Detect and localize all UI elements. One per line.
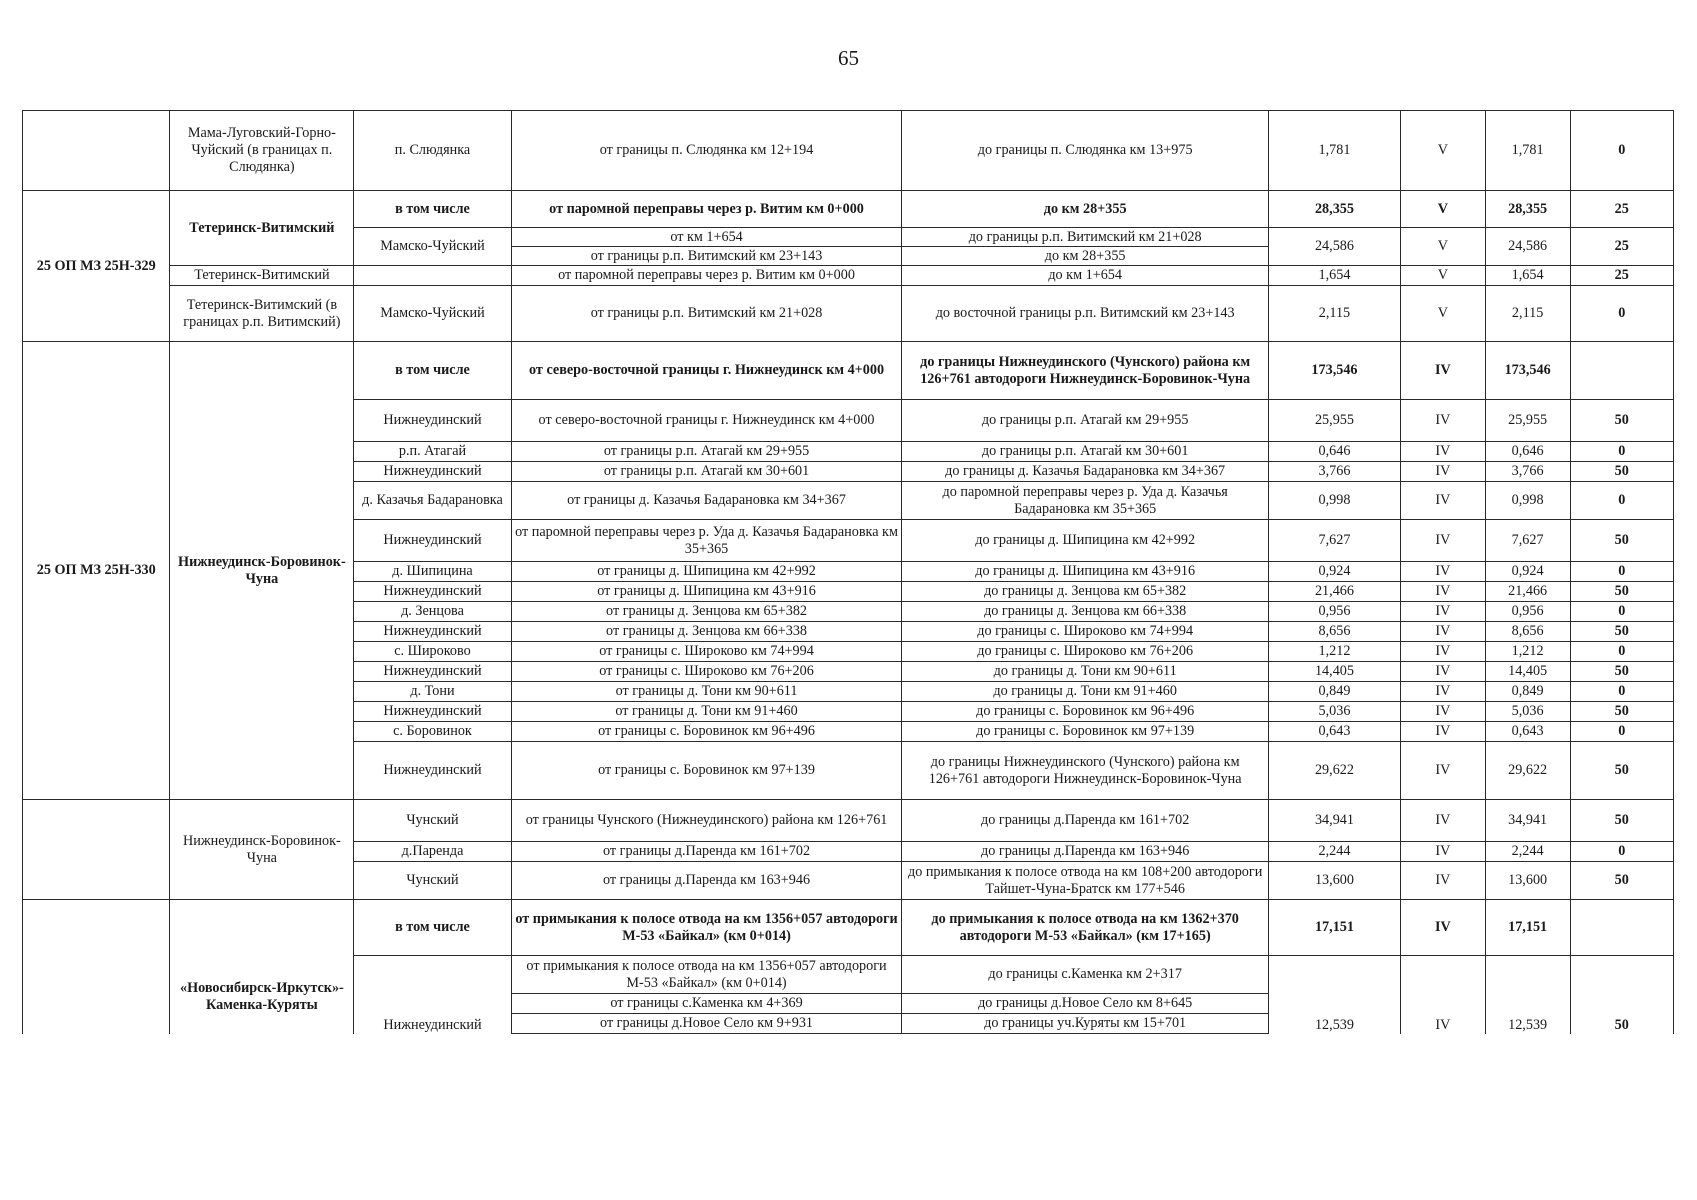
- road-code-cell: 25 ОП МЗ 25Н-330: [23, 342, 170, 800]
- value-cell: 0: [1570, 286, 1674, 342]
- length2-cell: 0,956: [1485, 602, 1570, 622]
- table-row: [23, 900, 1674, 956]
- value-cell: [1570, 900, 1674, 956]
- value-cell: 50: [1570, 862, 1674, 900]
- district-cell: д. Зенцова: [354, 602, 511, 622]
- table-row: [23, 111, 1674, 191]
- category-cell: IV: [1401, 956, 1486, 1034]
- length-cell: 12,539: [1268, 956, 1400, 1034]
- length2-cell: 5,036: [1485, 702, 1570, 722]
- from-cell: [511, 228, 902, 266]
- length2-cell: 8,656: [1485, 622, 1570, 642]
- district-cell: Нижнеудинский: [354, 742, 511, 800]
- district-cell: с. Широково: [354, 642, 511, 662]
- value-cell: 50: [1570, 662, 1674, 682]
- category-cell: V: [1401, 286, 1486, 342]
- to-cell: до границы с.Каменка км 2+317: [902, 956, 1269, 994]
- code-cell: [23, 800, 170, 900]
- from-cell: от границы п. Слюдянка км 12+194: [511, 111, 902, 191]
- length-cell: 0,646: [1268, 442, 1400, 462]
- from-cell: от границы Чунского (Нижнеудинского) района км 126+761: [511, 800, 902, 842]
- length-cell: 173,546: [1268, 342, 1400, 400]
- to-cell: до примыкания к полосе отвода на км 108+200 автодороги Тайшет-Чуна-Братск км 177+546: [902, 862, 1269, 900]
- value-cell: 50: [1570, 400, 1674, 442]
- length-cell: 28,355: [1268, 191, 1400, 228]
- length2-cell: 2,244: [1485, 842, 1570, 862]
- value-cell: 0: [1570, 682, 1674, 702]
- from-cell: от границы д. Шипицина км 43+916: [511, 582, 902, 602]
- road-name-cell: Мама-Луговский-Горно-Чуйский (в границах п. Слюдянка): [170, 111, 354, 191]
- length-cell: 13,600: [1268, 862, 1400, 900]
- from-cell: от границы д. Зенцова км 66+338: [511, 622, 902, 642]
- length-cell: 0,956: [1268, 602, 1400, 622]
- district-cell: д. Казачья Бадарановка: [354, 482, 511, 520]
- value-cell: 25: [1570, 191, 1674, 228]
- from-cell: от паромной переправы через р. Витим км 0+000: [511, 191, 902, 228]
- category-cell: IV: [1401, 800, 1486, 842]
- district-cell: р.п. Атагай: [354, 442, 511, 462]
- category-cell: V: [1401, 266, 1486, 286]
- from-cell: от паромной переправы через р. Витим км 0+000: [511, 266, 902, 286]
- length-cell: 8,656: [1268, 622, 1400, 642]
- to-cell: до границы Нижнеудинского (Чунского) района км 126+761 автодороги Нижнеудинск-Боровинок-Чуна: [902, 342, 1269, 400]
- category-cell: V: [1401, 228, 1486, 266]
- length-cell: 3,766: [1268, 462, 1400, 482]
- district-cell: Нижнеудинский: [354, 622, 511, 642]
- to-cell: до границы д. Зенцова км 66+338: [902, 602, 1269, 622]
- district-cell: Нижнеудинский: [354, 662, 511, 682]
- length2-cell: 2,115: [1485, 286, 1570, 342]
- value-cell: 50: [1570, 742, 1674, 800]
- district-cell: Нижнеудинский: [354, 400, 511, 442]
- length-cell: 5,036: [1268, 702, 1400, 722]
- length-cell: 25,955: [1268, 400, 1400, 442]
- from-cell: от границы с.Каменка км 4+369: [511, 994, 902, 1014]
- district-cell: п. Слюдянка: [354, 111, 511, 191]
- category-cell: V: [1401, 111, 1486, 191]
- road-code-cell: 25 ОП МЗ 25Н-329: [23, 191, 170, 342]
- value-cell: 50: [1570, 520, 1674, 562]
- length2-cell: 1,212: [1485, 642, 1570, 662]
- value-cell: 0: [1570, 842, 1674, 862]
- length-cell: 0,849: [1268, 682, 1400, 702]
- value-cell: 50: [1570, 702, 1674, 722]
- from-cell: от границы д. Зенцова км 65+382: [511, 602, 902, 622]
- length2-cell: 17,151: [1485, 900, 1570, 956]
- category-cell: IV: [1401, 862, 1486, 900]
- from-cell: от границы с. Широково км 74+994: [511, 642, 902, 662]
- district-cell: Нижнеудинский: [354, 956, 511, 1034]
- table-row: [23, 286, 1674, 342]
- value-cell: 0: [1570, 602, 1674, 622]
- category-cell: IV: [1401, 702, 1486, 722]
- district-cell: д. Шипицина: [354, 562, 511, 582]
- length2-cell: 173,546: [1485, 342, 1570, 400]
- length-cell: 1,654: [1268, 266, 1400, 286]
- length-cell: 17,151: [1268, 900, 1400, 956]
- length2-cell: 28,355: [1485, 191, 1570, 228]
- district-cell: Чунский: [354, 800, 511, 842]
- district-cell: в том числе: [354, 191, 511, 228]
- from-cell: от примыкания к полосе отвода на км 1356+057 автодороги М-53 «Байкал» (км 0+014): [511, 956, 902, 994]
- page-number: 65: [838, 46, 859, 70]
- to-cell: до паромной переправы через р. Уда д. Казачья Бадарановка км 35+365: [902, 482, 1269, 520]
- value-cell: 25: [1570, 228, 1674, 266]
- length2-cell: 0,849: [1485, 682, 1570, 702]
- road-name-cell: Тетеринск-Витимский: [170, 266, 354, 286]
- length2-cell: 0,646: [1485, 442, 1570, 462]
- from-cell: от границы д. Тони км 91+460: [511, 702, 902, 722]
- to-cell: до границы д. Тони км 91+460: [902, 682, 1269, 702]
- district-cell: Чунский: [354, 862, 511, 900]
- district-cell: Мамско-Чуйский: [354, 228, 511, 266]
- table-row: [23, 800, 1674, 842]
- to-cell: до границы д. Тони км 90+611: [902, 662, 1269, 682]
- category-cell: IV: [1401, 742, 1486, 800]
- road-name-cell: Тетеринск-Витимский: [170, 191, 354, 266]
- length-cell: 7,627: [1268, 520, 1400, 562]
- category-cell: IV: [1401, 642, 1486, 662]
- length2-cell: 24,586: [1485, 228, 1570, 266]
- to-line: до км 28+355: [1044, 248, 1126, 264]
- category-cell: IV: [1401, 900, 1486, 956]
- from-cell: от паромной переправы через р. Уда д. Казачья Бадарановка км 35+365: [511, 520, 902, 562]
- category-cell: IV: [1401, 582, 1486, 602]
- to-cell: до границы д. Зенцова км 65+382: [902, 582, 1269, 602]
- category-cell: IV: [1401, 622, 1486, 642]
- category-cell: IV: [1401, 442, 1486, 462]
- length2-cell: 1,654: [1485, 266, 1570, 286]
- to-cell: до границы с. Боровинок км 97+139: [902, 722, 1269, 742]
- district-cell: д.Паренда: [354, 842, 511, 862]
- district-cell: Нижнеудинский: [354, 520, 511, 562]
- length2-cell: 1,781: [1485, 111, 1570, 191]
- district-cell: Мамско-Чуйский: [354, 286, 511, 342]
- category-cell: IV: [1401, 722, 1486, 742]
- from-cell: от примыкания к полосе отвода на км 1356+057 автодороги М-53 «Байкал» (км 0+014): [511, 900, 902, 956]
- to-cell: до границы уч.Куряты км 15+701: [902, 1014, 1269, 1034]
- value-cell: 0: [1570, 722, 1674, 742]
- district-cell: в том числе: [354, 900, 511, 956]
- length-cell: 2,115: [1268, 286, 1400, 342]
- category-cell: IV: [1401, 602, 1486, 622]
- length2-cell: 34,941: [1485, 800, 1570, 842]
- table-row: [23, 342, 1674, 400]
- road-name-cell: Тетеринск-Витимский (в границах р.п. Витимский): [170, 286, 354, 342]
- length-cell: 0,924: [1268, 562, 1400, 582]
- table-row: [23, 266, 1674, 286]
- length-cell: 34,941: [1268, 800, 1400, 842]
- road-name-cell: Нижнеудинск-Боровинок-Чуна: [170, 800, 354, 900]
- value-cell: 50: [1570, 582, 1674, 602]
- to-cell: до границы р.п. Атагай км 30+601: [902, 442, 1269, 462]
- to-cell: до границы д.Новое Село км 8+645: [902, 994, 1269, 1014]
- length-cell: 21,466: [1268, 582, 1400, 602]
- to-cell: до восточной границы р.п. Витимский км 23+143: [902, 286, 1269, 342]
- district-cell: с. Боровинок: [354, 722, 511, 742]
- district-cell: Нижнеудинский: [354, 702, 511, 722]
- category-cell: IV: [1401, 482, 1486, 520]
- value-cell: [1570, 342, 1674, 400]
- to-cell: до границы д.Паренда км 163+946: [902, 842, 1269, 862]
- length-cell: 1,781: [1268, 111, 1400, 191]
- to-cell: до границы д.Паренда км 161+702: [902, 800, 1269, 842]
- value-cell: 50: [1570, 800, 1674, 842]
- value-cell: 50: [1570, 462, 1674, 482]
- from-cell: от северо-восточной границы г. Нижнеудинск км 4+000: [511, 342, 902, 400]
- length2-cell: 14,405: [1485, 662, 1570, 682]
- length-cell: 14,405: [1268, 662, 1400, 682]
- length-cell: 0,998: [1268, 482, 1400, 520]
- length2-cell: 25,955: [1485, 400, 1570, 442]
- from-cell: от границы д. Тони км 90+611: [511, 682, 902, 702]
- category-cell: IV: [1401, 562, 1486, 582]
- road-name-cell: Нижнеудинск-Боровинок-Чуна: [170, 342, 354, 800]
- from-cell: от границы р.п. Атагай км 29+955: [511, 442, 902, 462]
- to-cell: до границы д. Шипицина км 42+992: [902, 520, 1269, 562]
- length-cell: 2,244: [1268, 842, 1400, 862]
- value-cell: 0: [1570, 642, 1674, 662]
- to-cell: до границы с. Боровинок км 96+496: [902, 702, 1269, 722]
- category-cell: IV: [1401, 400, 1486, 442]
- length2-cell: 12,539: [1485, 956, 1570, 1034]
- length-cell: 1,212: [1268, 642, 1400, 662]
- roads-table: [22, 110, 1674, 1034]
- district-cell: д. Тони: [354, 682, 511, 702]
- to-cell: до границы Нижнеудинского (Чунского) района км 126+761 автодороги Нижнеудинск-Боровинок-Чуна: [902, 742, 1269, 800]
- from-cell: от границы р.п. Атагай км 30+601: [511, 462, 902, 482]
- to-cell: до км 1+654: [902, 266, 1269, 286]
- length-cell: 0,643: [1268, 722, 1400, 742]
- category-cell: IV: [1401, 462, 1486, 482]
- length2-cell: 0,924: [1485, 562, 1570, 582]
- category-cell: V: [1401, 191, 1486, 228]
- from-cell: от границы с. Широково км 76+206: [511, 662, 902, 682]
- value-cell: 50: [1570, 622, 1674, 642]
- value-cell: 0: [1570, 562, 1674, 582]
- from-cell: от границы д.Паренда км 163+946: [511, 862, 902, 900]
- to-cell: до границы с. Широково км 74+994: [902, 622, 1269, 642]
- district-cell: в том числе: [354, 342, 511, 400]
- category-cell: IV: [1401, 662, 1486, 682]
- district-cell: Нижнеудинский: [354, 582, 511, 602]
- to-cell: до границы р.п. Атагай км 29+955: [902, 400, 1269, 442]
- category-cell: IV: [1401, 520, 1486, 562]
- value-cell: 50: [1570, 956, 1674, 1034]
- category-cell: IV: [1401, 842, 1486, 862]
- length2-cell: 0,998: [1485, 482, 1570, 520]
- from-cell: от границы р.п. Витимский км 21+028: [511, 286, 902, 342]
- to-cell: до границы с. Широково км 76+206: [902, 642, 1269, 662]
- from-cell: от северо-восточной границы г. Нижнеудинск км 4+000: [511, 400, 902, 442]
- to-cell: до границы п. Слюдянка км 13+975: [902, 111, 1269, 191]
- table-row: [23, 191, 1674, 228]
- to-cell: до границы д. Казачья Бадарановка км 34+367: [902, 462, 1269, 482]
- from-cell: от границы д. Казачья Бадарановка км 34+367: [511, 482, 902, 520]
- length2-cell: 7,627: [1485, 520, 1570, 562]
- district-cell: Нижнеудинский: [354, 462, 511, 482]
- district-cell: [354, 266, 511, 286]
- to-cell: до примыкания к полосе отвода на км 1362+370 автодороги М-53 «Байкал» (км 17+165): [902, 900, 1269, 956]
- length-cell: 29,622: [1268, 742, 1400, 800]
- from-cell: от границы д. Шипицина км 42+992: [511, 562, 902, 582]
- value-cell: 0: [1570, 442, 1674, 462]
- from-cell: от границы с. Боровинок км 96+496: [511, 722, 902, 742]
- to-cell: [902, 228, 1269, 266]
- to-cell: до границы д. Шипицина км 43+916: [902, 562, 1269, 582]
- from-line: от км 1+654: [512, 228, 902, 247]
- length2-cell: 21,466: [1485, 582, 1570, 602]
- from-cell: от границы д.Паренда км 161+702: [511, 842, 902, 862]
- length-cell: 24,586: [1268, 228, 1400, 266]
- from-cell: от границы д.Новое Село км 9+931: [511, 1014, 902, 1034]
- code-cell: [23, 111, 170, 191]
- code-cell: [23, 900, 170, 1034]
- length2-cell: 13,600: [1485, 862, 1570, 900]
- from-cell: от границы с. Боровинок км 97+139: [511, 742, 902, 800]
- from-line: от границы р.п. Витимский км 23+143: [590, 248, 823, 264]
- value-cell: 0: [1570, 482, 1674, 520]
- length2-cell: 3,766: [1485, 462, 1570, 482]
- category-cell: IV: [1401, 682, 1486, 702]
- category-cell: IV: [1401, 342, 1486, 400]
- to-cell: до км 28+355: [902, 191, 1269, 228]
- length2-cell: 0,643: [1485, 722, 1570, 742]
- length2-cell: 29,622: [1485, 742, 1570, 800]
- to-line: до границы р.п. Витимский км 21+028: [902, 228, 1268, 247]
- value-cell: 0: [1570, 111, 1674, 191]
- value-cell: 25: [1570, 266, 1674, 286]
- road-name-cell: «Новосибирск-Иркутск»-Каменка-Куряты: [170, 900, 354, 1034]
